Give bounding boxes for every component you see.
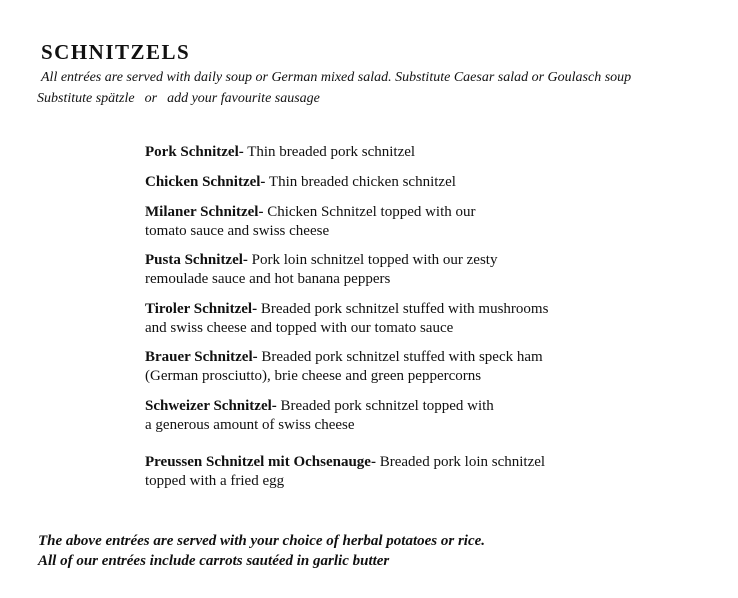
intro-substitute-spaetzle: Substitute spätzle — [37, 91, 135, 106]
menu-item-description-cont: and swiss cheese and topped with our tomato sauce — [145, 320, 454, 336]
menu-item-name: Tiroler Schnitzel- — [145, 301, 258, 317]
footer-line-2: All of our entrées include carrots sautéed in garlic butter — [38, 553, 390, 569]
intro-line-2 — [37, 91, 320, 107]
page-title: SCHNITZELS — [41, 40, 191, 64]
menu-item-description: Pork loin schnitzel topped with our zesty — [247, 252, 498, 268]
menu-item-description: Thin breaded pork schnitzel — [243, 144, 416, 160]
menu-item-description: Breaded pork loin schnitzel — [375, 454, 546, 470]
intro-line-1: All entrées are served with daily soup or German mixed salad. Substitute Caesar salad or Goulasch soup — [41, 70, 632, 85]
menu-item-pusta-schnitzel — [145, 251, 705, 289]
menu-item-milaner-schnitzel — [145, 203, 705, 241]
menu-item-description: Breaded pork schnitzel topped with — [276, 398, 494, 414]
footer-line-1: The above entrées are served with your choice of herbal potatoes or rice. — [38, 533, 486, 549]
intro-sausage: add your favourite sausage — [167, 91, 320, 106]
menu-item-description: Breaded pork schnitzel stuffed with speck ham — [257, 349, 543, 365]
menu-item-name: Brauer Schnitzel- — [145, 349, 258, 365]
menu-item-description-cont: (German prosciutto), brie cheese and green peppercorns — [145, 368, 482, 384]
menu-item-description-cont: tomato sauce and swiss cheese — [145, 223, 330, 239]
menu-item-description: Chicken Schnitzel topped with our — [263, 204, 476, 220]
menu-item-preussen-schnitzel — [145, 453, 705, 491]
menu-item-name: Schweizer Schnitzel- — [145, 398, 277, 414]
menu-item-description-cont: topped with a fried egg — [145, 473, 285, 489]
menu-item-name: Milaner Schnitzel- — [145, 204, 264, 220]
menu-item-description-cont: a generous amount of swiss cheese — [145, 417, 355, 433]
menu-item-chicken-schnitzel — [145, 173, 705, 192]
menu-item-name: Chicken Schnitzel- — [145, 174, 266, 190]
footer-note — [38, 531, 485, 571]
menu-item-description: Thin breaded chicken schnitzel — [265, 174, 456, 190]
menu-item-tiroler-schnitzel — [145, 300, 705, 338]
menu-item-brauer-schnitzel — [145, 348, 705, 386]
menu-item-pork-schnitzel — [145, 143, 705, 162]
menu-item-name: Preussen Schnitzel mit Ochsenauge- — [145, 454, 376, 470]
menu-item-description: Breaded pork schnitzel stuffed with mushrooms — [257, 301, 549, 317]
menu-item-name: Pusta Schnitzel- — [145, 252, 248, 268]
menu-item-name: Pork Schnitzel- — [145, 144, 244, 160]
intro-or: or — [144, 91, 158, 106]
menu-item-description-cont: remoulade sauce and hot banana peppers — [145, 271, 391, 287]
menu-item-schweizer-schnitzel — [145, 397, 705, 435]
